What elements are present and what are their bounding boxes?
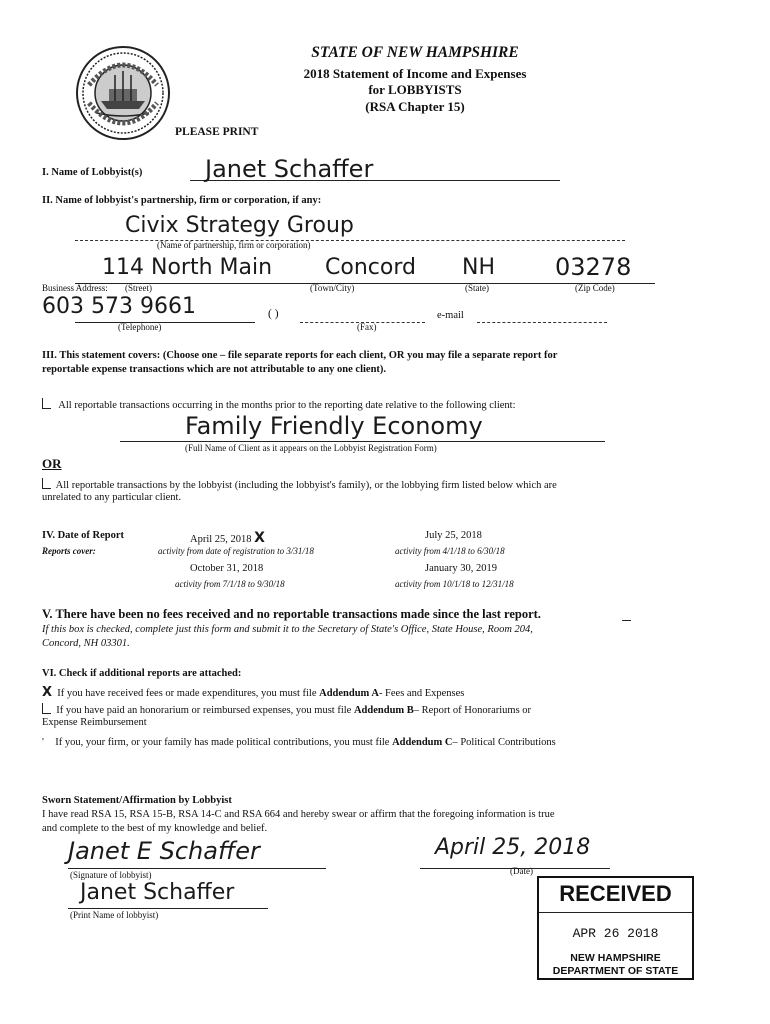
no-fees-note-2: Concord, NH 03301. bbox=[42, 638, 130, 649]
report-date-1-note: activity from date of registration to 3/31/18 bbox=[158, 546, 314, 556]
addendum-b-line2: Expense Reimbursement bbox=[42, 717, 147, 728]
report-date-4-text: January 30, 2019 bbox=[425, 563, 498, 574]
lobbyist-name-label: I. Name of Lobbyist(s) bbox=[42, 167, 143, 178]
zip-value[interactable]: 03278 bbox=[555, 253, 632, 281]
firm-caption: (Name of partnership, firm or corporation) bbox=[157, 240, 311, 250]
stamp-line-2: DEPARTMENT OF STATE bbox=[552, 965, 679, 977]
report-date-4[interactable] bbox=[425, 563, 497, 574]
report-date-1-check[interactable]: X bbox=[254, 530, 265, 546]
fax-prefix: ( ) bbox=[268, 308, 279, 320]
no-client-option[interactable] bbox=[42, 478, 557, 491]
addendum-a-text: If you have received fees or made expenditures, you must file bbox=[57, 688, 320, 699]
street-caption: (Street) bbox=[125, 283, 152, 293]
firm-label: II. Name of lobbyist's partnership, firm or corporation, if any: bbox=[42, 195, 322, 206]
report-date-3[interactable] bbox=[190, 563, 263, 574]
phone-caption: (Telephone) bbox=[118, 322, 162, 332]
address-line bbox=[75, 283, 655, 284]
client-option-text: All reportable transactions occurring in the months prior to the reporting date relative to the following client: bbox=[58, 400, 516, 411]
addendum-b-desc: – Report of Honorariums or bbox=[413, 705, 532, 716]
form-rsa: (RSA Chapter 15) bbox=[365, 99, 465, 114]
report-date-3-text: October 31, 2018 bbox=[190, 563, 264, 574]
addendum-a-option[interactable] bbox=[42, 685, 464, 700]
addendum-b-text: If you have paid an honorarium or reimbursed expenses, you must file bbox=[56, 705, 354, 716]
form-state-title: STATE OF NEW HAMPSHIRE bbox=[311, 44, 519, 61]
report-date-2-text: July 25, 2018 bbox=[425, 530, 482, 541]
addendum-c-desc: – Political Contributions bbox=[452, 737, 556, 748]
stamp-divider bbox=[539, 912, 692, 913]
sworn-text-2: and complete to the best of my knowledge and belief. bbox=[42, 823, 268, 834]
fax-caption: (Fax) bbox=[357, 322, 377, 332]
stamp-date: APR 26 2018 bbox=[572, 926, 659, 941]
signature-caption: (Signature of lobbyist) bbox=[70, 870, 152, 880]
lobbyist-name-value[interactable]: Janet Schaffer bbox=[205, 155, 374, 183]
addendum-c-text: If you, your firm, or your family has made political contributions, you must file bbox=[55, 737, 393, 748]
report-date-1[interactable] bbox=[190, 530, 265, 546]
addendum-b-name: Addendum B bbox=[353, 705, 414, 716]
received-stamp bbox=[537, 876, 694, 980]
signature-value[interactable]: Janet E Schaffer bbox=[68, 837, 260, 865]
report-date-2-note: activity from 4/1/18 to 6/30/18 bbox=[395, 546, 505, 556]
client-option-checkbox[interactable] bbox=[42, 398, 51, 409]
no-client-option-text: All reportable transactions by the lobbyist (including the lobbyist's family), or the lobbying firm listed below which are bbox=[55, 480, 557, 491]
phone-line bbox=[75, 322, 255, 323]
business-address-caption: Business Address: bbox=[42, 283, 108, 293]
form-title: 2018 Statement of Income and Expenses bbox=[303, 66, 527, 81]
state-value[interactable]: NH bbox=[462, 255, 495, 280]
or-divider: OR bbox=[42, 456, 62, 471]
state-caption: (State) bbox=[465, 283, 489, 293]
signature-line bbox=[68, 868, 326, 869]
client-caption: (Full Name of Client as it appears on the Lobbyist Registration Form) bbox=[185, 443, 437, 453]
report-date-1-text: April 25, 2018 bbox=[190, 534, 252, 545]
sworn-title: Sworn Statement/Affirmation by Lobbyist bbox=[42, 795, 232, 806]
report-date-4-note: activity from 10/1/18 to 12/31/18 bbox=[395, 579, 514, 589]
addendum-a-check[interactable]: X bbox=[42, 685, 53, 700]
print-name-value[interactable]: Janet Schaffer bbox=[80, 880, 235, 905]
addendum-a-desc: - Fees and Expenses bbox=[378, 688, 465, 699]
addendum-b-option[interactable] bbox=[42, 703, 531, 716]
addendum-b-checkbox[interactable] bbox=[42, 703, 51, 714]
statement-covers-label: III. This statement covers: (Choose one – file separate reports for each client, OR you may file a separate report for bbox=[42, 350, 558, 361]
sign-date-value[interactable]: April 25, 2018 bbox=[435, 835, 591, 860]
no-client-option-checkbox[interactable] bbox=[42, 478, 51, 489]
addendum-c-checkbox[interactable]: ' bbox=[42, 737, 44, 748]
please-print: PLEASE PRINT bbox=[175, 126, 259, 138]
form-subtitle: for LOBBYISTS bbox=[368, 82, 462, 97]
no-client-option-text-2: unrelated to any particular client. bbox=[42, 492, 182, 503]
email-label: e-mail bbox=[437, 310, 464, 321]
client-option[interactable] bbox=[42, 398, 516, 411]
addendum-c-name: Addendum C bbox=[392, 737, 453, 748]
city-value[interactable]: Concord bbox=[325, 255, 416, 280]
stamp-line-1: NEW HAMPSHIRE bbox=[570, 952, 661, 964]
city-caption: (Town/City) bbox=[310, 283, 355, 293]
zip-caption: (Zip Code) bbox=[575, 283, 615, 293]
client-value[interactable]: Family Friendly Economy bbox=[185, 412, 483, 440]
sign-date-caption: (Date) bbox=[510, 866, 533, 876]
stamp-received: RECEIVED bbox=[559, 881, 672, 906]
client-line bbox=[120, 441, 605, 442]
firm-value[interactable]: Civix Strategy Group bbox=[125, 213, 354, 238]
addendum-label: VI. Check if additional reports are attached: bbox=[42, 668, 242, 679]
print-name-line bbox=[68, 908, 268, 909]
statement-covers-label-2: reportable expense transactions which are not attributable to any one client). bbox=[42, 364, 387, 375]
no-fees-checkbox[interactable] bbox=[622, 614, 631, 621]
no-fees-label: V. There have been no fees received and no reportable transactions made since the last report. bbox=[42, 607, 541, 621]
addendum-c-option[interactable] bbox=[42, 737, 556, 748]
reports-cover-label: Reports cover: bbox=[42, 546, 96, 556]
print-name-caption: (Print Name of lobbyist) bbox=[70, 910, 159, 920]
report-date-2[interactable] bbox=[425, 530, 482, 541]
sworn-text: I have read RSA 15, RSA 15-B, RSA 14-C and RSA 664 and hereby swear or affirm that the foregoing information is true bbox=[42, 809, 555, 820]
date-of-report-label: IV. Date of Report bbox=[42, 530, 125, 541]
report-date-3-note: activity from 7/1/18 to 9/30/18 bbox=[175, 579, 285, 589]
phone-value[interactable]: 603 573 9661 bbox=[42, 294, 196, 319]
street-value[interactable]: 114 North Main bbox=[102, 255, 273, 280]
no-fees-note: If this box is checked, complete just this form and submit it to the Secretary of State's Office, State House, Room 204, bbox=[42, 624, 533, 635]
addendum-a-name: Addendum A bbox=[319, 688, 379, 699]
email-line bbox=[477, 322, 607, 323]
